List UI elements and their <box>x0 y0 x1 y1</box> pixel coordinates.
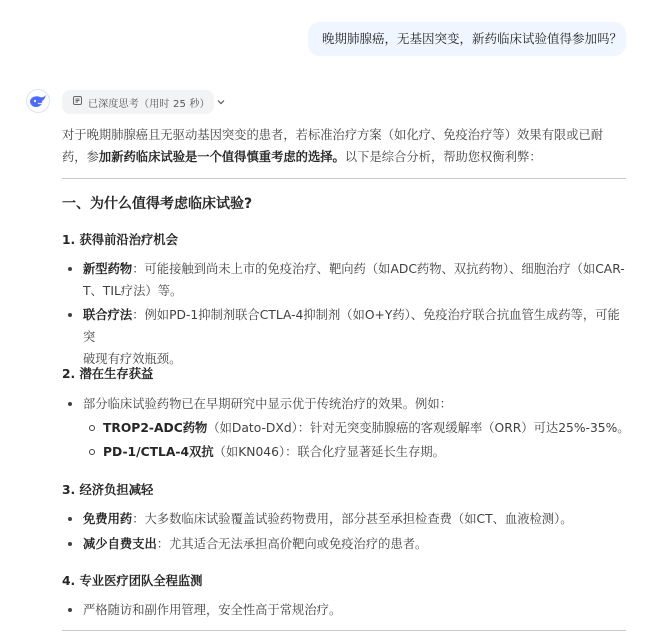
chevron-down-icon <box>217 97 225 108</box>
assistant-avatar <box>26 89 50 113</box>
user-message-bubble <box>308 22 626 56</box>
user-message-text: 晚期肺腺癌，无基因突变，新药临床试验值得参加吗？ <box>322 31 623 46</box>
divider-bottom <box>62 630 626 631</box>
subsection-heading-1: 1. 获得前沿治疗机会 <box>62 233 178 247</box>
sub-list-item <box>86 417 630 439</box>
sub-bullet-bold: PD-1/CTLA-4双抗 <box>103 445 214 459</box>
list-item <box>62 258 626 302</box>
bullet-dot <box>68 267 72 271</box>
bullet-dot <box>68 313 72 317</box>
sub-bullet-circle <box>89 425 95 431</box>
bullet-dot <box>68 542 72 546</box>
bullet-dot <box>68 517 72 521</box>
bullet-dot <box>68 608 72 612</box>
bullet-text-cont: 破现有疗效瓶颈。 <box>83 352 182 366</box>
intro-bold: 加新药临床试验是一个值得慎重考虑的选择。 <box>98 150 345 164</box>
deep-think-toggle[interactable] <box>62 90 214 114</box>
list-item <box>62 304 626 370</box>
subsection-heading-4: 4. 专业医疗团队全程监测 <box>62 574 203 588</box>
bullet-bold: 减少自费支出 <box>83 537 157 551</box>
list-item <box>62 393 626 415</box>
bullet-text-cont: T、TIL疗法）等。 <box>83 284 183 298</box>
sub-bullet-circle <box>89 449 95 455</box>
deep-think-icon <box>73 96 82 108</box>
answer-intro <box>62 124 626 168</box>
bullet-text: 部分临床试验药物已在早期研究中显示优于传统治疗的效果。例如： <box>83 397 452 411</box>
bullet-bold: 联合疗法 <box>83 308 133 322</box>
deep-think-label: 已深度思考（用时 25 秒） <box>88 98 210 110</box>
sub-bullet-text: （如Dato-DXd）：针对无突变肺腺癌的客观缓解率（ORR）可达25%-35%。 <box>207 421 630 435</box>
bullet-dot <box>68 402 72 406</box>
bullet-text: ：例如PD-1抑制剂联合CTLA-4抑制剂（如O+Y药）、免疫治疗联合抗血管生成药等，可能突 <box>83 308 620 344</box>
sub-bullet-text: （如KN046）：联合化疗显著延长生存期。 <box>213 445 445 459</box>
bullet-text: ：可能接触到尚未上市的免疫治疗、靶向药（如ADC药物、双抗药物）、细胞治疗（如CAR- <box>132 262 625 276</box>
list-item <box>62 508 626 530</box>
subsection-heading-3: 3. 经济负担减轻 <box>62 483 154 497</box>
divider-top <box>62 178 626 179</box>
intro-text-2: 以下是综合分析，帮助您权衡利弊： <box>344 150 542 164</box>
sub-list-item <box>86 441 626 463</box>
whale-logo-icon <box>29 94 47 108</box>
intro-text-1: 对于晚期肺腺癌且无驱动基因突变的患者，若标准治疗方案（如化疗、免疫治疗等）效果有限或已耐药，参 <box>62 128 604 164</box>
sub-bullet-bold: TROP2-ADC药物 <box>103 421 208 435</box>
intro-paragraph <box>62 124 626 168</box>
bullet-text: 严格随访和副作用管理，安全性高于常规治疗。 <box>83 603 342 617</box>
list-item <box>62 599 626 621</box>
bullet-text: ：大多数临床试验覆盖试验药物费用，部分甚至承担检查费（如CT、血液检测）。 <box>132 512 573 526</box>
bullet-bold: 免费用药 <box>83 512 133 526</box>
bullet-bold: 新型药物 <box>83 262 133 276</box>
section-heading: 一、为什么值得考虑临床试验? <box>62 196 253 212</box>
list-item <box>62 533 626 555</box>
subsection-heading-2: 2. 潜在生存获益 <box>62 367 154 381</box>
bullet-text: ：尤其适合无法承担高价靶向或免疫治疗的患者。 <box>156 537 428 551</box>
